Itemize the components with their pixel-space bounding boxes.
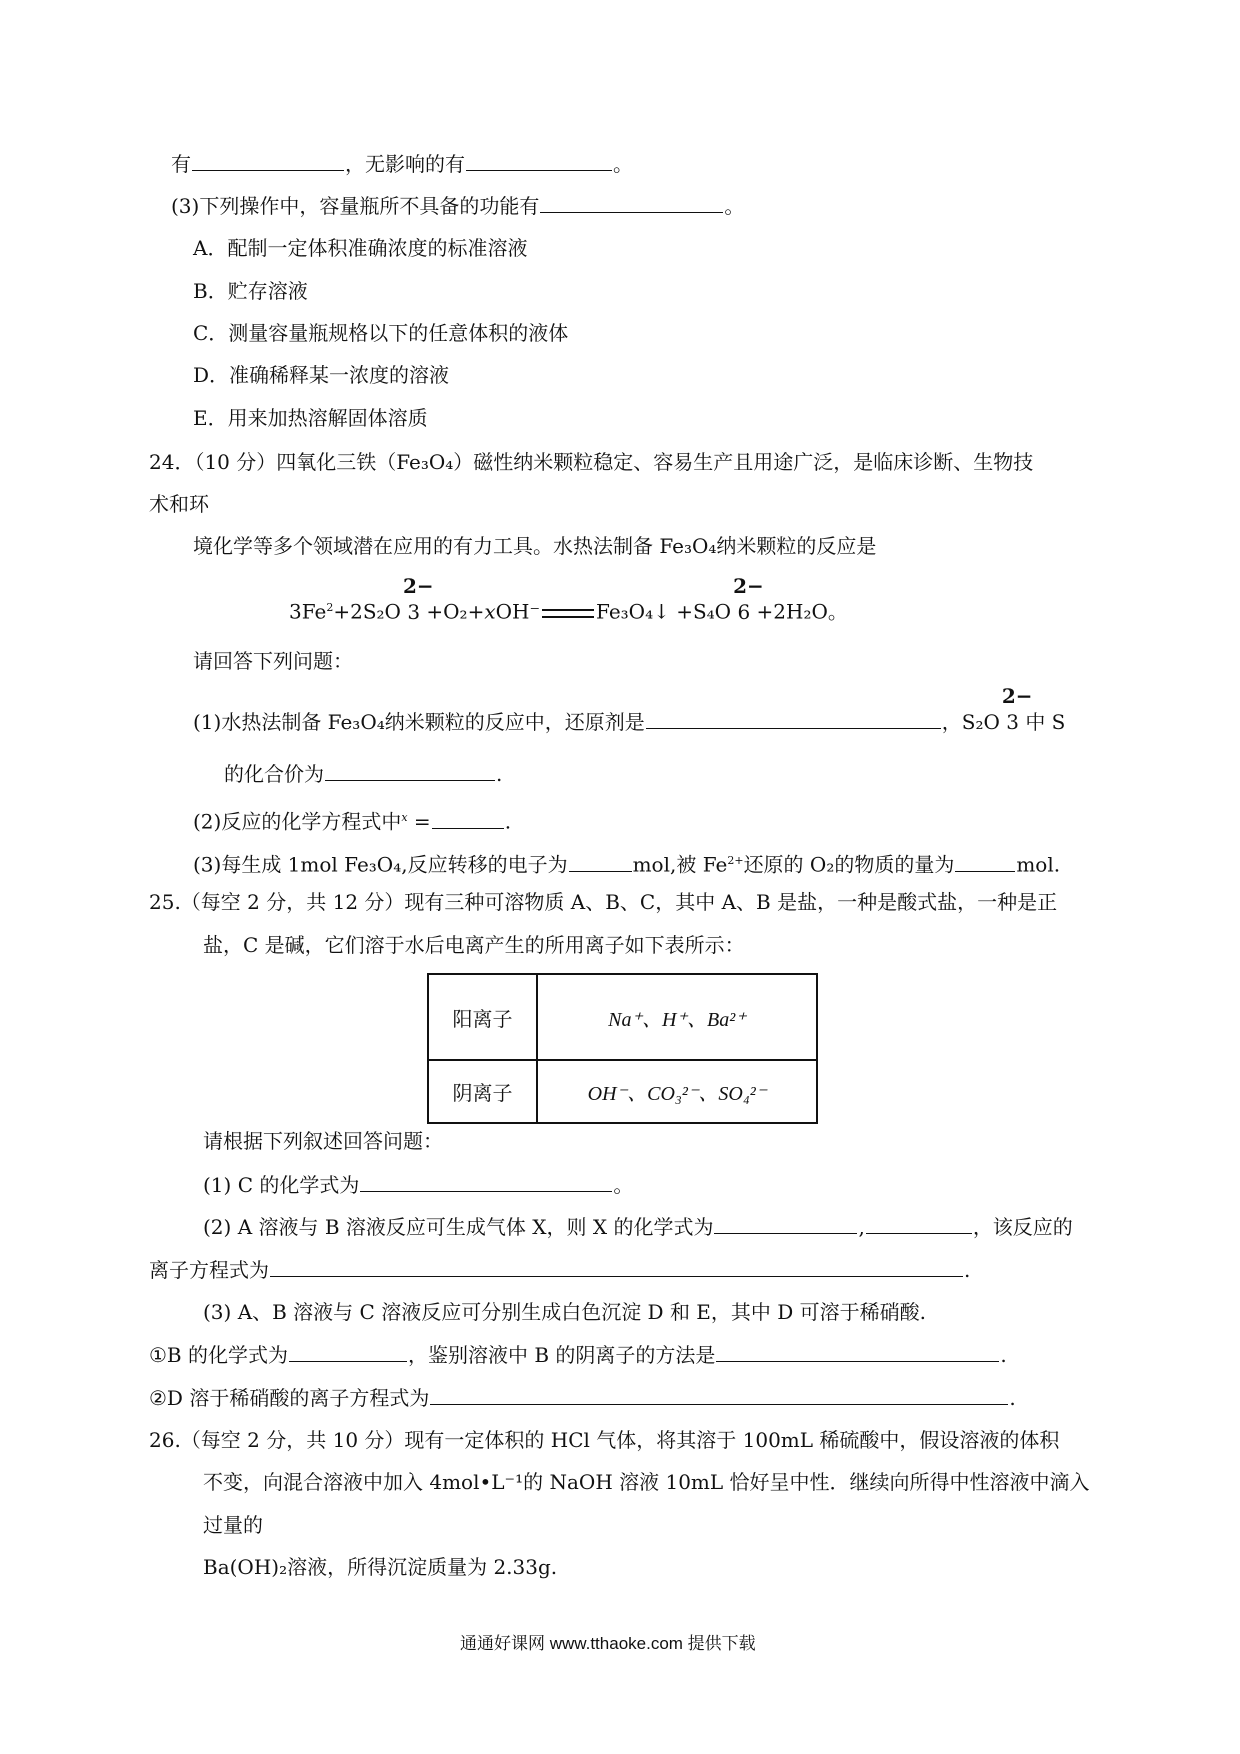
answer-blank[interactable] bbox=[360, 1171, 612, 1192]
answer-blank[interactable] bbox=[955, 851, 1015, 872]
q25-sub2: (2) A 溶液与 B 溶液反应可生成气体 X，则 X 的化学式为 , ，该反应的 bbox=[203, 1215, 1073, 1239]
reaction-equation: $3Fe^2+2S_2O$ 2− 3 +O₂+xOH⁻ Fe₃O₄↓ +S₄O 2− 6 +2H₂O。 bbox=[289, 573, 848, 624]
anion-values: OH⁻、CO₃²⁻、SO₄²⁻ bbox=[537, 1060, 817, 1123]
equals-sign bbox=[542, 609, 594, 618]
q24-sub2: (2)反应的化学方程式中$^x$ = . bbox=[193, 809, 512, 834]
answer-blank[interactable] bbox=[569, 851, 632, 872]
q24-sub1: (1)水热法制备 Fe₃O₄纳米颗粒的反应中，还原剂是 ，S₂O 2− 3 中 S bbox=[193, 684, 1066, 734]
cation-values: Na⁺、H⁺、Ba²⁺ bbox=[537, 974, 817, 1060]
q25-sub1: (1) C 的化学式为 。 bbox=[203, 1173, 634, 1197]
q26-text: Ba(OH)₂溶液，所得沉淀质量为 2.33g. bbox=[203, 1555, 558, 1579]
q25-sub3-2: ②D 溶于稀硝酸的离子方程式为 . bbox=[149, 1386, 1016, 1410]
cation-label: 阳离子 bbox=[428, 974, 537, 1060]
q23-line-effects: 有 ，无影响的有 。 bbox=[171, 152, 633, 176]
option-d: D．准确稀释某一浓度的溶液 bbox=[193, 363, 450, 387]
answer-blank[interactable] bbox=[714, 1213, 857, 1234]
answer-blank[interactable] bbox=[716, 1341, 999, 1362]
answer-blank[interactable] bbox=[325, 760, 495, 781]
answer-blank[interactable] bbox=[432, 808, 504, 829]
answer-blank[interactable] bbox=[430, 1384, 1008, 1405]
option-c: C．测量容量瓶规格以下的任意体积的液体 bbox=[193, 321, 569, 345]
answer-blank[interactable] bbox=[466, 150, 612, 171]
q24-text: 境化学等多个领域潜在应用的有力工具。水热法制备 Fe₃O₄纳米颗粒的反应是 bbox=[193, 534, 877, 558]
option-a: A．配制一定体积准确浓度的标准溶液 bbox=[193, 236, 528, 260]
option-b: B．贮存溶液 bbox=[193, 279, 308, 303]
q25-text: 盐，C 是碱，它们溶于水后电离产生的所用离子如下表所示： bbox=[203, 933, 745, 957]
q24-heading: 24．（10 分）四氧化三铁（Fe₃O₄）磁性纳米颗粒稳定、容易生产且用途广泛，是临床诊断、生物技 bbox=[149, 450, 1034, 474]
q24-sub3: (3)每生成 1mol Fe₃O₄,反应转移的电子为 mol,被 $Fe^{2+}$还原的 O₂的物质的量为 mol. bbox=[193, 852, 1061, 877]
answer-blank[interactable] bbox=[866, 1213, 972, 1234]
q23-part3: (3)下列操作中，容量瓶所不具备的功能有 。 bbox=[171, 194, 745, 218]
q24-sub1-cont: 的化合价为 . bbox=[224, 762, 503, 786]
q25-prompt: 请根据下列叙述回答问题： bbox=[203, 1129, 443, 1153]
answer-blank[interactable] bbox=[192, 150, 344, 171]
q26-text: 过量的 bbox=[203, 1513, 263, 1537]
q25-heading: 25.（每空 2 分，共 12 分）现有三种可溶物质 A、B、C，其中 A、B 是盐，一种是酸式盐，一种是正 bbox=[149, 890, 1058, 914]
answer-blank[interactable] bbox=[270, 1256, 963, 1277]
q26-text: 不变，向混合溶液中加入 4mol•L⁻¹的 NaOH 溶液 10mL 恰好呈中性．继续向所得中性溶液中滴入 bbox=[203, 1470, 1090, 1494]
answer-blank[interactable] bbox=[540, 192, 723, 213]
ion-table bbox=[427, 973, 818, 1124]
answer-blank[interactable] bbox=[646, 708, 941, 729]
q25-sub2-cont: 离子方程式为 . bbox=[149, 1258, 971, 1282]
q25-sub3-1: ①B 的化学式为 ，鉴别溶液中 B 的阴离子的方法是 . bbox=[149, 1343, 1007, 1367]
q24-prompt: 请回答下列问题： bbox=[193, 649, 353, 673]
footer: 通通好课网 www.tthaoke.com 提供下载 bbox=[460, 1634, 756, 1653]
option-e: E．用来加热溶解固体溶质 bbox=[193, 406, 428, 430]
q25-sub3: (3) A、B 溶液与 C 溶液反应可分别生成白色沉淀 D 和 E，其中 D 可溶于稀硝酸. bbox=[203, 1300, 927, 1324]
q26-heading: 26.（每空 2 分，共 10 分）现有一定体积的 HCl 气体，将其溶于 100mL 稀硫酸中，假设溶液的体积 bbox=[149, 1428, 1060, 1452]
anion-label: 阴离子 bbox=[428, 1060, 537, 1123]
answer-blank[interactable] bbox=[289, 1341, 407, 1362]
q24-text: 术和环 bbox=[149, 492, 209, 516]
